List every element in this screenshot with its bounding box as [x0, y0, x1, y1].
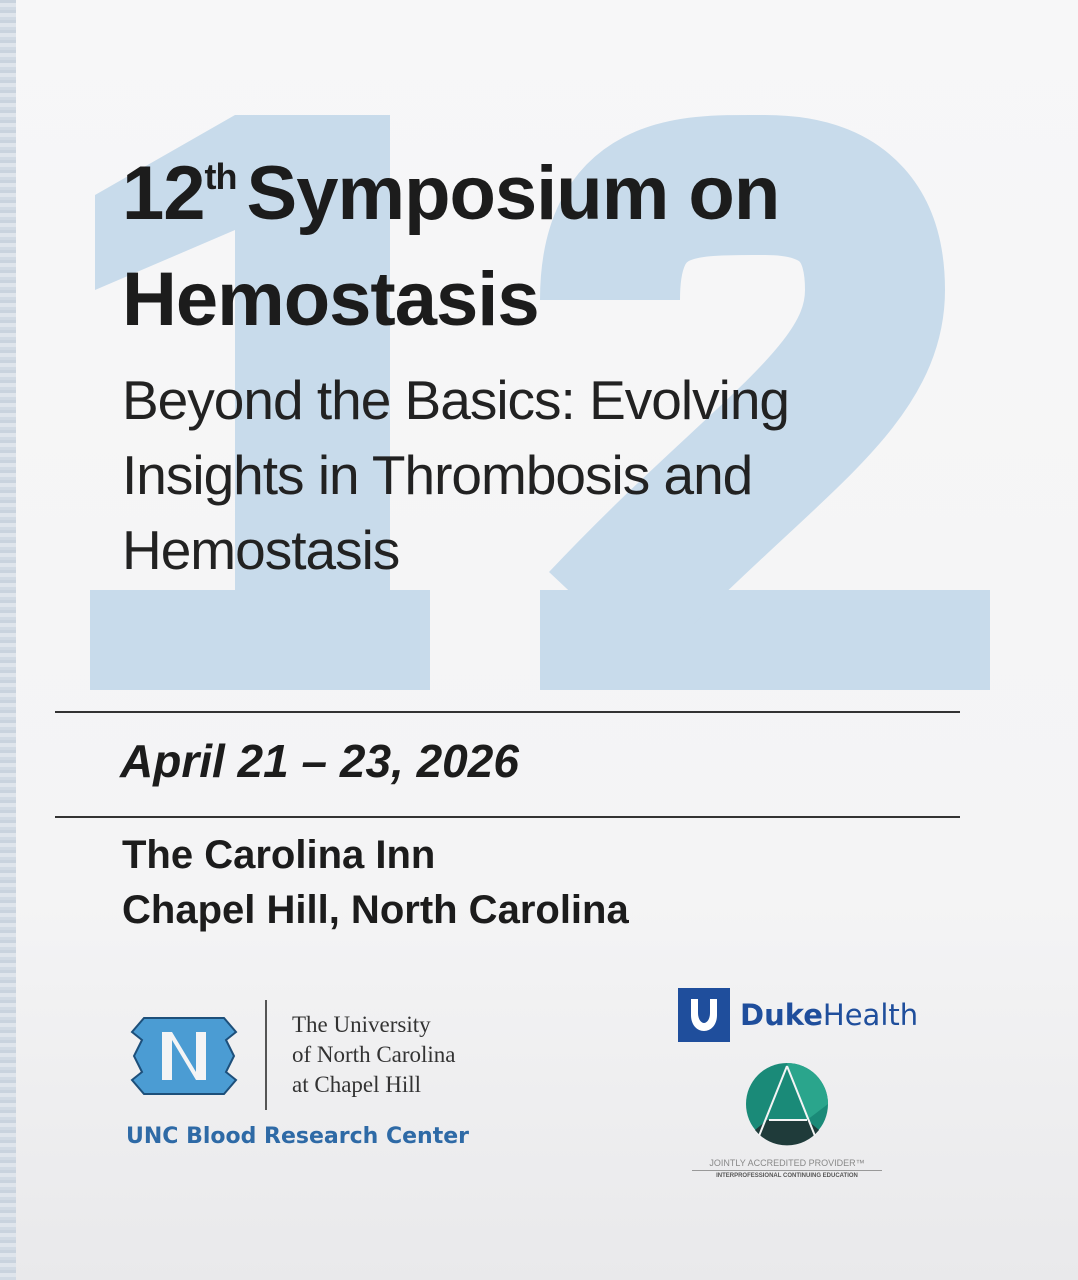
subtitle: Beyond the Basics: Evolving Insights in Thrombosis and Hemostasis [122, 369, 789, 581]
divider-bottom [55, 816, 960, 818]
digit-one-base [90, 590, 430, 690]
title-line-2: Hemostasis [122, 257, 539, 342]
jointly-accredited-text: JOINTLY ACCREDITED PROVIDER™ INTERPROFESSIONAL CONTINUING EDUCATION [692, 1158, 882, 1179]
unc-blood-research-center: UNC Blood Research Center [126, 1124, 469, 1149]
event-date: April 21 – 23, 2026 [120, 735, 519, 787]
title-line-1: 12th Symposium on [122, 151, 780, 236]
unc-logo-icon [124, 1008, 244, 1104]
venue: The Carolina Inn Chapel Hill, North Carolina [122, 833, 629, 932]
jointly-accredited-logo-icon [745, 1062, 829, 1146]
duke-health-logo: DukeHealth [678, 988, 918, 1042]
duke-shield-icon [678, 988, 730, 1042]
unc-name: The University of North Carolina at Chapel Hill [292, 1012, 456, 1097]
unc-divider [265, 1000, 267, 1110]
divider-top [55, 711, 960, 713]
